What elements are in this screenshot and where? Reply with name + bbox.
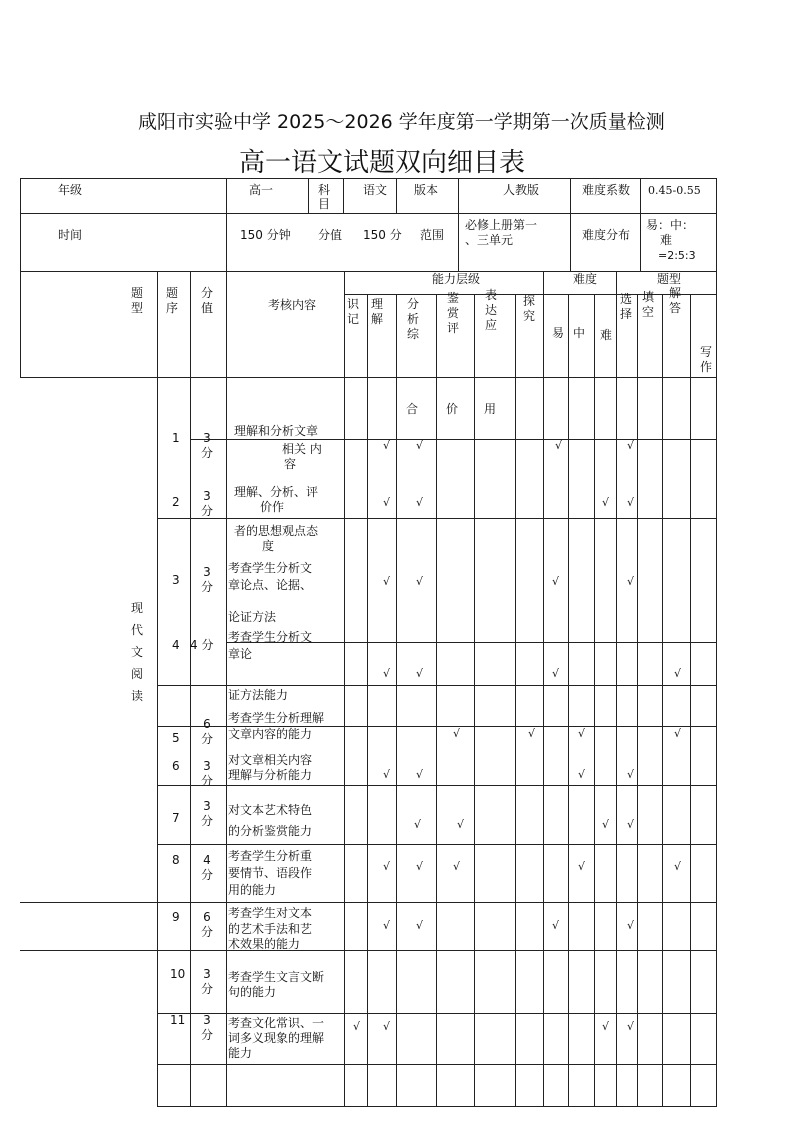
- row-4-order: 4: [172, 638, 180, 652]
- col-recall: 识记: [346, 297, 359, 326]
- difficulty-dist-value: [646, 218, 696, 263]
- check-mark: √: [627, 818, 635, 831]
- row-3-score: 3 分: [200, 565, 213, 594]
- check-mark: √: [416, 919, 424, 932]
- difficulty-dist-line2: 难: [660, 233, 673, 247]
- row-10-order: 10: [170, 967, 186, 981]
- row-3-order: 3: [172, 573, 180, 587]
- col-hard: 难: [600, 328, 613, 342]
- row-11-order: 11: [170, 1013, 186, 1027]
- row-2-content: 理解、分析、评 价作 者的思想观点态 度: [234, 485, 319, 553]
- row-9-score: 6 分: [200, 910, 213, 939]
- edition-label: 版本: [414, 183, 439, 197]
- check-mark: √: [602, 818, 610, 831]
- check-mark: √: [383, 496, 391, 509]
- row-9-content: 考查学生对文本 的艺术手法和艺 术效果的能力: [228, 906, 313, 951]
- check-mark: √: [602, 496, 610, 509]
- check-mark: √: [674, 860, 682, 873]
- col-writing: 写作: [699, 345, 712, 374]
- col-express: 表达应: [484, 288, 497, 332]
- subject-label: [318, 183, 330, 211]
- row-6-order: 6: [172, 759, 180, 773]
- check-mark: √: [383, 1020, 391, 1033]
- check-mark: √: [627, 919, 635, 932]
- row-2-order: 2: [172, 495, 180, 509]
- check-mark: √: [528, 727, 536, 740]
- check-mark: √: [627, 496, 635, 509]
- check-mark: √: [383, 575, 391, 588]
- check-mark: √: [416, 575, 424, 588]
- check-mark: √: [414, 818, 422, 831]
- row-5-score: 6 分: [200, 717, 213, 746]
- row-10-content: 考查学生文言文断 句的能力: [228, 970, 325, 999]
- check-mark: √: [627, 768, 635, 781]
- check-mark: √: [416, 860, 424, 873]
- col-appreciate-2: 价: [446, 402, 459, 416]
- row-4-content: 考查学生分析文 章论 证方法能力: [228, 630, 313, 702]
- col-qtype-group: 题型: [657, 272, 682, 286]
- score-label: 分值: [318, 228, 343, 242]
- time-label: 时间: [58, 228, 83, 242]
- subject-label-line2: 目: [318, 197, 331, 211]
- col-difficulty-group: 难度: [573, 272, 598, 286]
- check-mark: √: [383, 667, 391, 680]
- difficulty-coef-label: 难度系数: [582, 183, 631, 197]
- col-analyze-2: 合: [406, 402, 419, 416]
- check-mark: √: [353, 1020, 361, 1033]
- row-8-content: 考查学生分析重 要情节、语段作 用的能力: [228, 849, 313, 897]
- check-mark: √: [383, 768, 391, 781]
- check-mark: √: [674, 667, 682, 680]
- row-6-score: 3 分: [200, 759, 213, 788]
- row-2-score: 3 分: [200, 489, 213, 518]
- check-mark: √: [383, 919, 391, 932]
- check-mark: √: [416, 439, 424, 452]
- grade-value: 高一: [249, 183, 274, 197]
- check-mark: √: [578, 768, 586, 781]
- row-1-order: 1: [172, 431, 180, 445]
- row-11-content: 考查文化常识、一 词多义现象的理解 能力: [228, 1016, 325, 1060]
- check-mark: √: [578, 727, 586, 740]
- check-mark: √: [627, 1020, 635, 1033]
- scope-value-line2: 、三单元: [465, 233, 514, 247]
- col-choice: 选择: [619, 292, 632, 321]
- check-mark: √: [416, 768, 424, 781]
- difficulty-dist-line3: =2:5:3: [658, 249, 696, 262]
- row-5-order: 5: [172, 731, 180, 745]
- check-mark: √: [457, 818, 465, 831]
- row-5-content: 考查学生分析理解 文章内容的能力: [228, 711, 325, 741]
- page-title: 高一语文试题双向细目表: [239, 148, 526, 178]
- check-mark: √: [552, 919, 560, 932]
- row-1-score: 3 分: [200, 431, 213, 460]
- check-mark: √: [602, 1020, 610, 1033]
- check-mark: √: [383, 860, 391, 873]
- col-score: 分值: [200, 286, 213, 315]
- col-ability-group: 能力层级: [432, 272, 481, 286]
- row-8-score: 4 分: [200, 853, 213, 882]
- row-7-order: 7: [172, 811, 180, 825]
- check-mark: √: [552, 667, 560, 680]
- school-line: 咸阳市实验中学 2025～2026 学年度第一学期第一次质量检测: [138, 111, 665, 133]
- col-express-2: 用: [484, 402, 497, 416]
- difficulty-dist-line1: 易：中：: [646, 218, 695, 232]
- col-analyze: 分析综: [406, 297, 419, 341]
- col-answer: 解答: [668, 286, 681, 315]
- check-mark: √: [552, 575, 560, 588]
- check-mark: √: [416, 496, 424, 509]
- row-1-content: 理解和分析文章 相关 内 容: [234, 424, 322, 471]
- scope-value-line1: 必修上册第一: [465, 218, 538, 232]
- row-3-content: 考查学生分析文 章论点、论据、 论证方法: [228, 561, 313, 624]
- row-10-score: 3 分: [200, 967, 213, 996]
- row-6-content: 对文章相关内容 理解与分析能力: [228, 753, 313, 782]
- col-appreciate: 鉴赏评: [446, 291, 459, 335]
- check-mark: √: [453, 727, 461, 740]
- check-mark: √: [674, 727, 682, 740]
- col-type: 题型: [130, 286, 143, 315]
- check-mark: √: [555, 439, 563, 452]
- check-mark: √: [627, 575, 635, 588]
- subject-value: 语文: [363, 183, 388, 197]
- col-content: 考核内容: [268, 298, 317, 312]
- grade-label: 年级: [58, 183, 83, 197]
- col-explore: 探究: [522, 294, 535, 323]
- difficulty-dist-label: 难度分布: [582, 228, 631, 242]
- row-11-score: 3 分: [200, 1013, 213, 1042]
- row-8-order: 8: [172, 853, 180, 867]
- subject-label-line1: 科: [318, 183, 331, 197]
- col-understand: 理解: [370, 297, 383, 326]
- score-value: 150 分: [363, 228, 402, 242]
- check-mark: √: [627, 439, 635, 452]
- check-mark: √: [578, 860, 586, 873]
- col-order: 题序: [165, 286, 178, 315]
- col-medium: 中: [573, 326, 586, 340]
- row-9-order: 9: [172, 910, 180, 924]
- scope-label: 范围: [420, 228, 445, 242]
- col-fill: 填空: [641, 290, 654, 319]
- row-7-content: 对文本艺术特色 的分析鉴赏能力: [228, 803, 313, 838]
- col-easy: 易: [552, 326, 565, 340]
- row-4-score: 4 分: [190, 638, 214, 652]
- check-mark: √: [416, 667, 424, 680]
- row-7-score: 3 分: [200, 799, 213, 828]
- time-value: 150 分钟: [240, 228, 291, 242]
- check-mark: √: [453, 860, 461, 873]
- check-mark: √: [383, 439, 391, 452]
- scope-value: [465, 218, 537, 248]
- section-modern-reading: 现代文阅读: [130, 601, 143, 703]
- difficulty-coef-value: 0.45-0.55: [648, 184, 701, 197]
- edition-value: 人教版: [503, 183, 540, 197]
